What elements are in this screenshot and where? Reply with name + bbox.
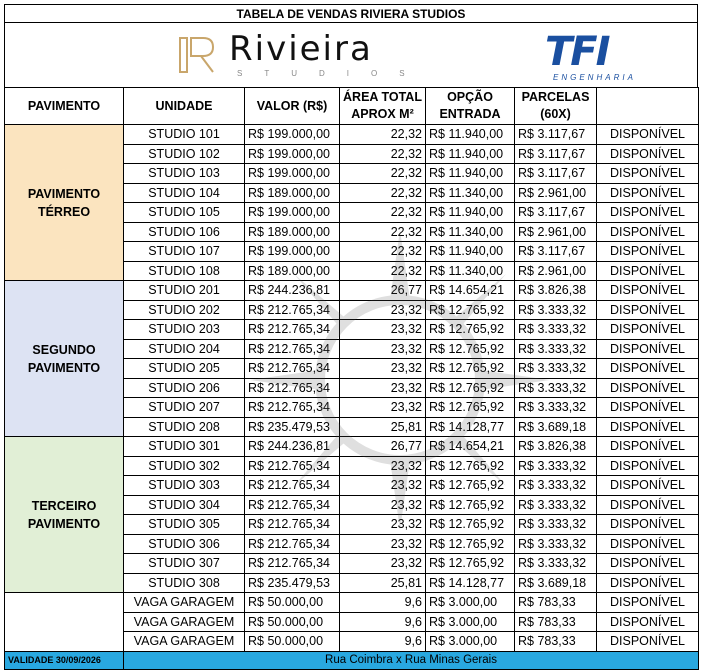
unit-cell: STUDIO 101 — [124, 125, 245, 145]
area-cell: 9,6 — [340, 612, 426, 632]
area-cell: 23,32 — [340, 359, 426, 379]
price-cell: R$ 199.000,00 — [245, 242, 340, 262]
header-area — [340, 88, 426, 125]
price-cell: R$ 212.765,34 — [245, 378, 340, 398]
installment-cell: R$ 3.333,32 — [515, 515, 597, 535]
sales-table — [4, 87, 699, 670]
unit-cell: STUDIO 204 — [124, 339, 245, 359]
tfi-wordmark: TFI — [545, 29, 609, 75]
unit-cell: VAGA GARAGEM — [124, 593, 245, 613]
price-cell: R$ 212.765,34 — [245, 476, 340, 496]
price-cell: R$ 189.000,00 — [245, 261, 340, 281]
area-cell: 26,77 — [340, 281, 426, 301]
unit-cell: STUDIO 108 — [124, 261, 245, 281]
unit-cell: STUDIO 201 — [124, 281, 245, 301]
price-cell: R$ 50.000,00 — [245, 593, 340, 613]
status-cell: DISPONÍVEL — [597, 125, 699, 145]
status-cell: DISPONÍVEL — [597, 476, 699, 496]
area-cell: 23,32 — [340, 300, 426, 320]
down-payment-cell: R$ 11.340,00 — [426, 183, 515, 203]
status-cell: DISPONÍVEL — [597, 203, 699, 223]
price-cell: R$ 212.765,34 — [245, 456, 340, 476]
header-unidade: UNIDADE — [124, 88, 245, 125]
unit-cell: STUDIO 306 — [124, 534, 245, 554]
installment-cell: R$ 2.961,00 — [515, 261, 597, 281]
header-row — [5, 88, 699, 125]
riviera-subtitle: STUDIOS — [237, 69, 427, 78]
down-payment-cell: R$ 11.940,00 — [426, 125, 515, 145]
installment-cell: R$ 3.117,67 — [515, 242, 597, 262]
unit-cell: STUDIO 104 — [124, 183, 245, 203]
status-cell: DISPONÍVEL — [597, 573, 699, 593]
table-body — [5, 125, 699, 652]
area-cell: 9,6 — [340, 632, 426, 652]
status-cell: DISPONÍVEL — [597, 632, 699, 652]
status-cell: DISPONÍVEL — [597, 339, 699, 359]
price-cell: R$ 244.236,81 — [245, 281, 340, 301]
header-pavimento: PAVIMENTO — [5, 88, 124, 125]
tfi-subtitle: ENGENHARIA — [553, 73, 636, 82]
unit-cell: STUDIO 307 — [124, 554, 245, 574]
header-valor: VALOR (R$) — [245, 88, 340, 125]
price-cell: R$ 235.479,53 — [245, 417, 340, 437]
unit-cell: STUDIO 106 — [124, 222, 245, 242]
unit-cell: STUDIO 305 — [124, 515, 245, 535]
status-cell: DISPONÍVEL — [597, 398, 699, 418]
installment-cell: R$ 3.333,32 — [515, 476, 597, 496]
unit-cell: VAGA GARAGEM — [124, 632, 245, 652]
unit-cell: STUDIO 303 — [124, 476, 245, 496]
status-cell: DISPONÍVEL — [597, 534, 699, 554]
price-cell: R$ 189.000,00 — [245, 222, 340, 242]
down-payment-cell: R$ 12.765,92 — [426, 398, 515, 418]
installment-cell: R$ 783,33 — [515, 612, 597, 632]
area-cell: 22,32 — [340, 203, 426, 223]
unit-cell: STUDIO 103 — [124, 164, 245, 184]
down-payment-cell: R$ 12.765,92 — [426, 320, 515, 340]
area-cell: 22,32 — [340, 125, 426, 145]
logo-bar — [4, 23, 698, 87]
installment-cell: R$ 3.826,38 — [515, 437, 597, 457]
status-cell: DISPONÍVEL — [597, 222, 699, 242]
header-opcao-line1: OPÇÃO — [447, 90, 493, 104]
price-cell: R$ 199.000,00 — [245, 203, 340, 223]
price-cell: R$ 212.765,34 — [245, 320, 340, 340]
header-area-line2: APROX M² — [351, 107, 414, 121]
status-cell: DISPONÍVEL — [597, 281, 699, 301]
tfi-logo — [545, 29, 655, 83]
floor-group-label: PAVIMENTO TÉRREO — [5, 125, 124, 281]
price-cell: R$ 244.236,81 — [245, 437, 340, 457]
unit-cell: STUDIO 208 — [124, 417, 245, 437]
unit-cell: STUDIO 202 — [124, 300, 245, 320]
status-cell: DISPONÍVEL — [597, 554, 699, 574]
area-cell: 22,32 — [340, 164, 426, 184]
area-cell: 23,32 — [340, 398, 426, 418]
down-payment-cell: R$ 14.654,21 — [426, 437, 515, 457]
price-cell: R$ 212.765,34 — [245, 359, 340, 379]
down-payment-cell: R$ 11.940,00 — [426, 164, 515, 184]
header-opcao-line2: ENTRADA — [439, 107, 501, 121]
table-row — [5, 125, 699, 145]
unit-cell: STUDIO 102 — [124, 144, 245, 164]
installment-cell: R$ 2.961,00 — [515, 183, 597, 203]
area-cell: 22,32 — [340, 183, 426, 203]
installment-cell: R$ 3.333,32 — [515, 554, 597, 574]
down-payment-cell: R$ 11.340,00 — [426, 222, 515, 242]
down-payment-cell: R$ 12.765,92 — [426, 495, 515, 515]
status-cell: DISPONÍVEL — [597, 261, 699, 281]
down-payment-cell: R$ 3.000,00 — [426, 632, 515, 652]
down-payment-cell: R$ 14.654,21 — [426, 281, 515, 301]
status-cell: DISPONÍVEL — [597, 437, 699, 457]
price-cell: R$ 199.000,00 — [245, 125, 340, 145]
installment-cell: R$ 3.117,67 — [515, 164, 597, 184]
price-cell: R$ 50.000,00 — [245, 632, 340, 652]
status-cell: DISPONÍVEL — [597, 456, 699, 476]
table-row — [5, 437, 699, 457]
status-cell: DISPONÍVEL — [597, 593, 699, 613]
price-cell: R$ 212.765,34 — [245, 515, 340, 535]
area-cell: 23,32 — [340, 339, 426, 359]
address: Rua Coimbra x Rua Minas Gerais — [124, 651, 699, 669]
riviera-monogram-icon — [177, 35, 217, 75]
riviera-wordmark: Rivieira — [229, 29, 373, 69]
down-payment-cell: R$ 3.000,00 — [426, 612, 515, 632]
unit-cell: STUDIO 304 — [124, 495, 245, 515]
area-cell: 23,32 — [340, 495, 426, 515]
unit-cell: STUDIO 203 — [124, 320, 245, 340]
down-payment-cell: R$ 12.765,92 — [426, 339, 515, 359]
area-cell: 23,32 — [340, 554, 426, 574]
unit-cell: STUDIO 206 — [124, 378, 245, 398]
area-cell: 23,32 — [340, 534, 426, 554]
down-payment-cell: R$ 12.765,92 — [426, 378, 515, 398]
status-cell: DISPONÍVEL — [597, 183, 699, 203]
price-cell: R$ 199.000,00 — [245, 164, 340, 184]
installment-cell: R$ 3.117,67 — [515, 203, 597, 223]
status-cell: DISPONÍVEL — [597, 515, 699, 535]
area-cell: 25,81 — [340, 417, 426, 437]
installment-cell: R$ 3.689,18 — [515, 573, 597, 593]
down-payment-cell: R$ 12.765,92 — [426, 456, 515, 476]
down-payment-cell: R$ 12.765,92 — [426, 554, 515, 574]
installment-cell: R$ 3.826,38 — [515, 281, 597, 301]
down-payment-cell: R$ 12.765,92 — [426, 476, 515, 496]
area-cell: 23,32 — [340, 456, 426, 476]
table-row — [5, 593, 699, 613]
area-cell: 9,6 — [340, 593, 426, 613]
installment-cell: R$ 3.689,18 — [515, 417, 597, 437]
unit-cell: STUDIO 107 — [124, 242, 245, 262]
installment-cell: R$ 3.333,32 — [515, 495, 597, 515]
area-cell: 25,81 — [340, 573, 426, 593]
area-cell: 22,32 — [340, 261, 426, 281]
area-cell: 23,32 — [340, 515, 426, 535]
validity-date: VALIDADE 30/09/2026 — [5, 651, 124, 669]
unit-cell: VAGA GARAGEM — [124, 612, 245, 632]
installment-cell: R$ 2.961,00 — [515, 222, 597, 242]
area-cell: 22,32 — [340, 242, 426, 262]
header-status — [597, 88, 699, 125]
down-payment-cell: R$ 11.340,00 — [426, 261, 515, 281]
installment-cell: R$ 3.333,32 — [515, 398, 597, 418]
area-cell: 23,32 — [340, 476, 426, 496]
installment-cell: R$ 3.117,67 — [515, 144, 597, 164]
area-cell: 23,32 — [340, 378, 426, 398]
installment-cell: R$ 3.333,32 — [515, 378, 597, 398]
status-cell: DISPONÍVEL — [597, 417, 699, 437]
status-cell: DISPONÍVEL — [597, 378, 699, 398]
table-footer — [5, 651, 699, 669]
installment-cell: R$ 3.333,32 — [515, 456, 597, 476]
status-cell: DISPONÍVEL — [597, 242, 699, 262]
price-cell: R$ 212.765,34 — [245, 554, 340, 574]
down-payment-cell: R$ 11.940,00 — [426, 203, 515, 223]
down-payment-cell: R$ 14.128,77 — [426, 417, 515, 437]
price-cell: R$ 212.765,34 — [245, 495, 340, 515]
status-cell: DISPONÍVEL — [597, 612, 699, 632]
footer-row — [5, 651, 699, 669]
installment-cell: R$ 3.333,32 — [515, 339, 597, 359]
installment-cell: R$ 3.333,32 — [515, 320, 597, 340]
price-cell: R$ 212.765,34 — [245, 534, 340, 554]
price-cell: R$ 212.765,34 — [245, 339, 340, 359]
header-opcao — [426, 88, 515, 125]
installment-cell: R$ 3.333,32 — [515, 359, 597, 379]
status-cell: DISPONÍVEL — [597, 144, 699, 164]
garage-group-blank — [5, 593, 124, 652]
price-cell: R$ 189.000,00 — [245, 183, 340, 203]
down-payment-cell: R$ 11.940,00 — [426, 242, 515, 262]
down-payment-cell: R$ 14.128,77 — [426, 573, 515, 593]
installment-cell: R$ 3.333,32 — [515, 534, 597, 554]
status-cell: DISPONÍVEL — [597, 495, 699, 515]
area-cell: 23,32 — [340, 320, 426, 340]
installment-cell: R$ 3.117,67 — [515, 125, 597, 145]
installment-cell: R$ 3.333,32 — [515, 300, 597, 320]
price-cell: R$ 212.765,34 — [245, 398, 340, 418]
table-row — [5, 281, 699, 301]
unit-cell: STUDIO 205 — [124, 359, 245, 379]
down-payment-cell: R$ 12.765,92 — [426, 534, 515, 554]
down-payment-cell: R$ 12.765,92 — [426, 515, 515, 535]
unit-cell: STUDIO 308 — [124, 573, 245, 593]
sheet-title: TABELA DE VENDAS RIVIERA STUDIOS — [4, 4, 698, 23]
header-parcelas-line2: (60X) — [540, 107, 571, 121]
down-payment-cell: R$ 12.765,92 — [426, 359, 515, 379]
floor-group-label: SEGUNDO PAVIMENTO — [5, 281, 124, 437]
header-parcelas-line1: PARCELAS — [521, 90, 590, 104]
price-cell: R$ 212.765,34 — [245, 300, 340, 320]
area-cell: 22,32 — [340, 222, 426, 242]
installment-cell: R$ 783,33 — [515, 593, 597, 613]
price-cell: R$ 235.479,53 — [245, 573, 340, 593]
status-cell: DISPONÍVEL — [597, 359, 699, 379]
price-cell: R$ 50.000,00 — [245, 612, 340, 632]
sales-sheet — [4, 4, 698, 670]
down-payment-cell: R$ 3.000,00 — [426, 593, 515, 613]
installment-cell: R$ 783,33 — [515, 632, 597, 652]
floor-group-label: TERCEIRO PAVIMENTO — [5, 437, 124, 593]
unit-cell: STUDIO 302 — [124, 456, 245, 476]
area-cell: 26,77 — [340, 437, 426, 457]
status-cell: DISPONÍVEL — [597, 164, 699, 184]
price-cell: R$ 199.000,00 — [245, 144, 340, 164]
down-payment-cell: R$ 12.765,92 — [426, 300, 515, 320]
down-payment-cell: R$ 11.940,00 — [426, 144, 515, 164]
unit-cell: STUDIO 207 — [124, 398, 245, 418]
unit-cell: STUDIO 301 — [124, 437, 245, 457]
status-cell: DISPONÍVEL — [597, 300, 699, 320]
unit-cell: STUDIO 105 — [124, 203, 245, 223]
header-area-line1: ÁREA TOTAL — [343, 90, 422, 104]
header-parcelas — [515, 88, 597, 125]
status-cell: DISPONÍVEL — [597, 320, 699, 340]
area-cell: 22,32 — [340, 144, 426, 164]
